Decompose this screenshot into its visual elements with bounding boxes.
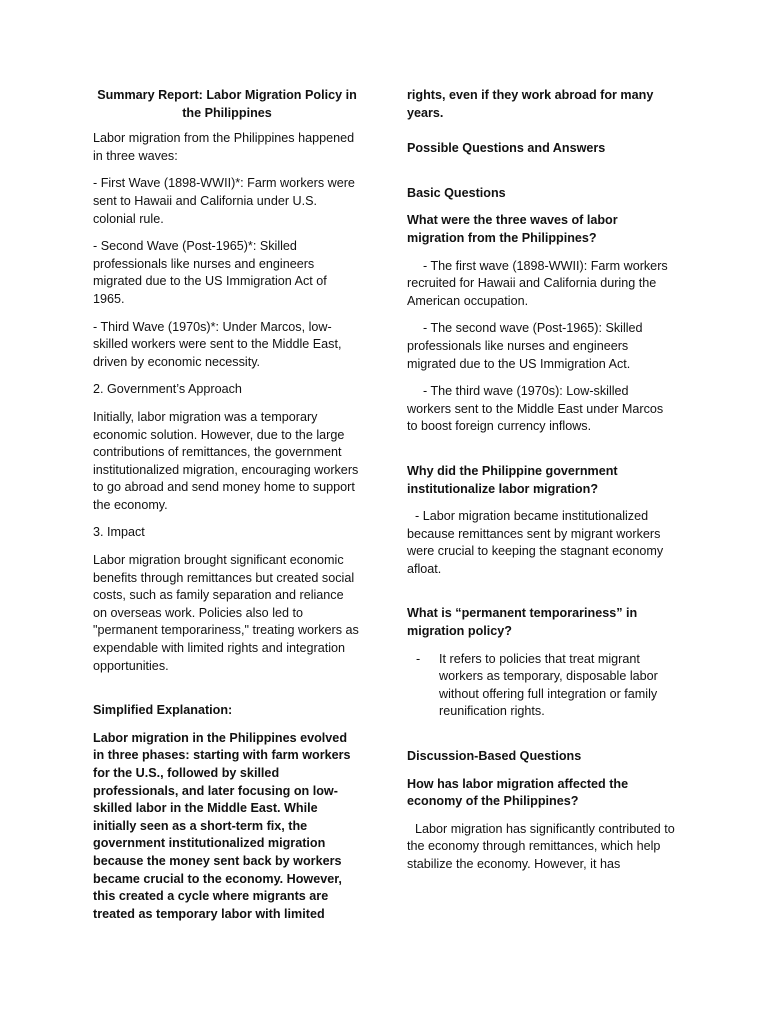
impact-heading: 3. Impact — [93, 525, 145, 540]
government-approach-paragraph: Initially, labor migration was a temporary economic solution. However, due to the large contributions of remittances, the government institutionalized migration, encouraging workers to go abroad and send money home to support the economy. — [93, 409, 359, 512]
question-permanent-temporariness: What is “permanent temporariness” in migration policy? — [407, 606, 638, 639]
answer-third-wave: - The third wave (1970s): Low-skilled workers sent to the Middle East under Marcos to boost foreign currency inflows. — [407, 384, 664, 434]
answer-economy-effect: Labor migration has significantly contributed to the economy through remittances, which help stabilize the economy. However, it has — [407, 821, 675, 871]
questions-answers-heading: Possible Questions and Answers — [407, 141, 606, 156]
answer-second-wave: - The second wave (Post-1965): Skilled professionals like nurses and engineers migrated due to the US Immigration Act. — [407, 321, 643, 371]
government-approach-heading: 2. Government’s Approach — [93, 382, 242, 397]
third-wave-paragraph: - Third Wave (1970s)*: Under Marcos, low-skilled workers were sent to the Middle East, driven by economic necessity. — [93, 319, 342, 369]
impact-paragraph: Labor migration brought significant economic benefits through remittances but created social costs, such as family separation and reliance on overseas work. Policies also led to "permanent temporariness," treating workers as expendable with limited rights and integration opportunities. — [93, 553, 359, 673]
discussion-questions-heading: Discussion-Based Questions — [407, 749, 582, 764]
answer-permanent-temporariness-text: It refers to policies that treat migrant workers as temporary, disposable labor without offering full integration or family reunification rights. — [439, 651, 658, 719]
question-three-waves: What were the three waves of labor migration from the Philippines? — [407, 213, 618, 245]
first-wave-paragraph: - First Wave (1898-WWII)*: Farm workers were sent to Hawaii and California under U.S. colonial rule. — [93, 176, 355, 226]
left-column — [93, 87, 361, 933]
continuation-paragraph: rights, even if they work abroad for many years. — [407, 88, 654, 120]
simplified-explanation-heading: Simplified Explanation: — [93, 703, 233, 718]
report-title: Summary Report: Labor Migration Policy in the Philippines — [97, 88, 357, 120]
question-institutionalize: Why did the Philippine government institutionalize labor migration? — [407, 463, 618, 496]
second-wave-paragraph: - Second Wave (Post-1965)*: Skilled professionals like nurses and engineers migrated due to the US Immigration Act of 1965. — [93, 239, 327, 306]
basic-questions-heading: Basic Questions — [407, 185, 506, 200]
right-column — [407, 87, 675, 884]
answer-first-wave: - The first wave (1898-WWII): Farm workers recruited for Hawaii and California during the American occupation. — [407, 258, 668, 308]
answer-institutionalize: - Labor migration became institutionalized because remittances sent by migrant workers were crucial to keeping the stagnant economy afloat. — [407, 509, 664, 576]
answer-permanent-temporariness — [407, 651, 675, 721]
intro-paragraph: Labor migration from the Philippines happened in three waves: — [93, 131, 355, 163]
bullet-dash: - — [416, 651, 421, 666]
simplified-explanation-paragraph: Labor migration in the Philippines evolved in three phases: starting with farm workers for the U.S., followed by skilled professionals, and later focusing on low-skilled labor in the Middle East. While initially seen as a short-term fix, the government institutionalized migration because the money sent back by workers became crucial to the economy. However, this created a cycle where migrants are treated as temporary labor with limited — [93, 730, 351, 921]
question-economy-effect: How has labor migration affected the economy of the Philippines? — [407, 776, 629, 809]
